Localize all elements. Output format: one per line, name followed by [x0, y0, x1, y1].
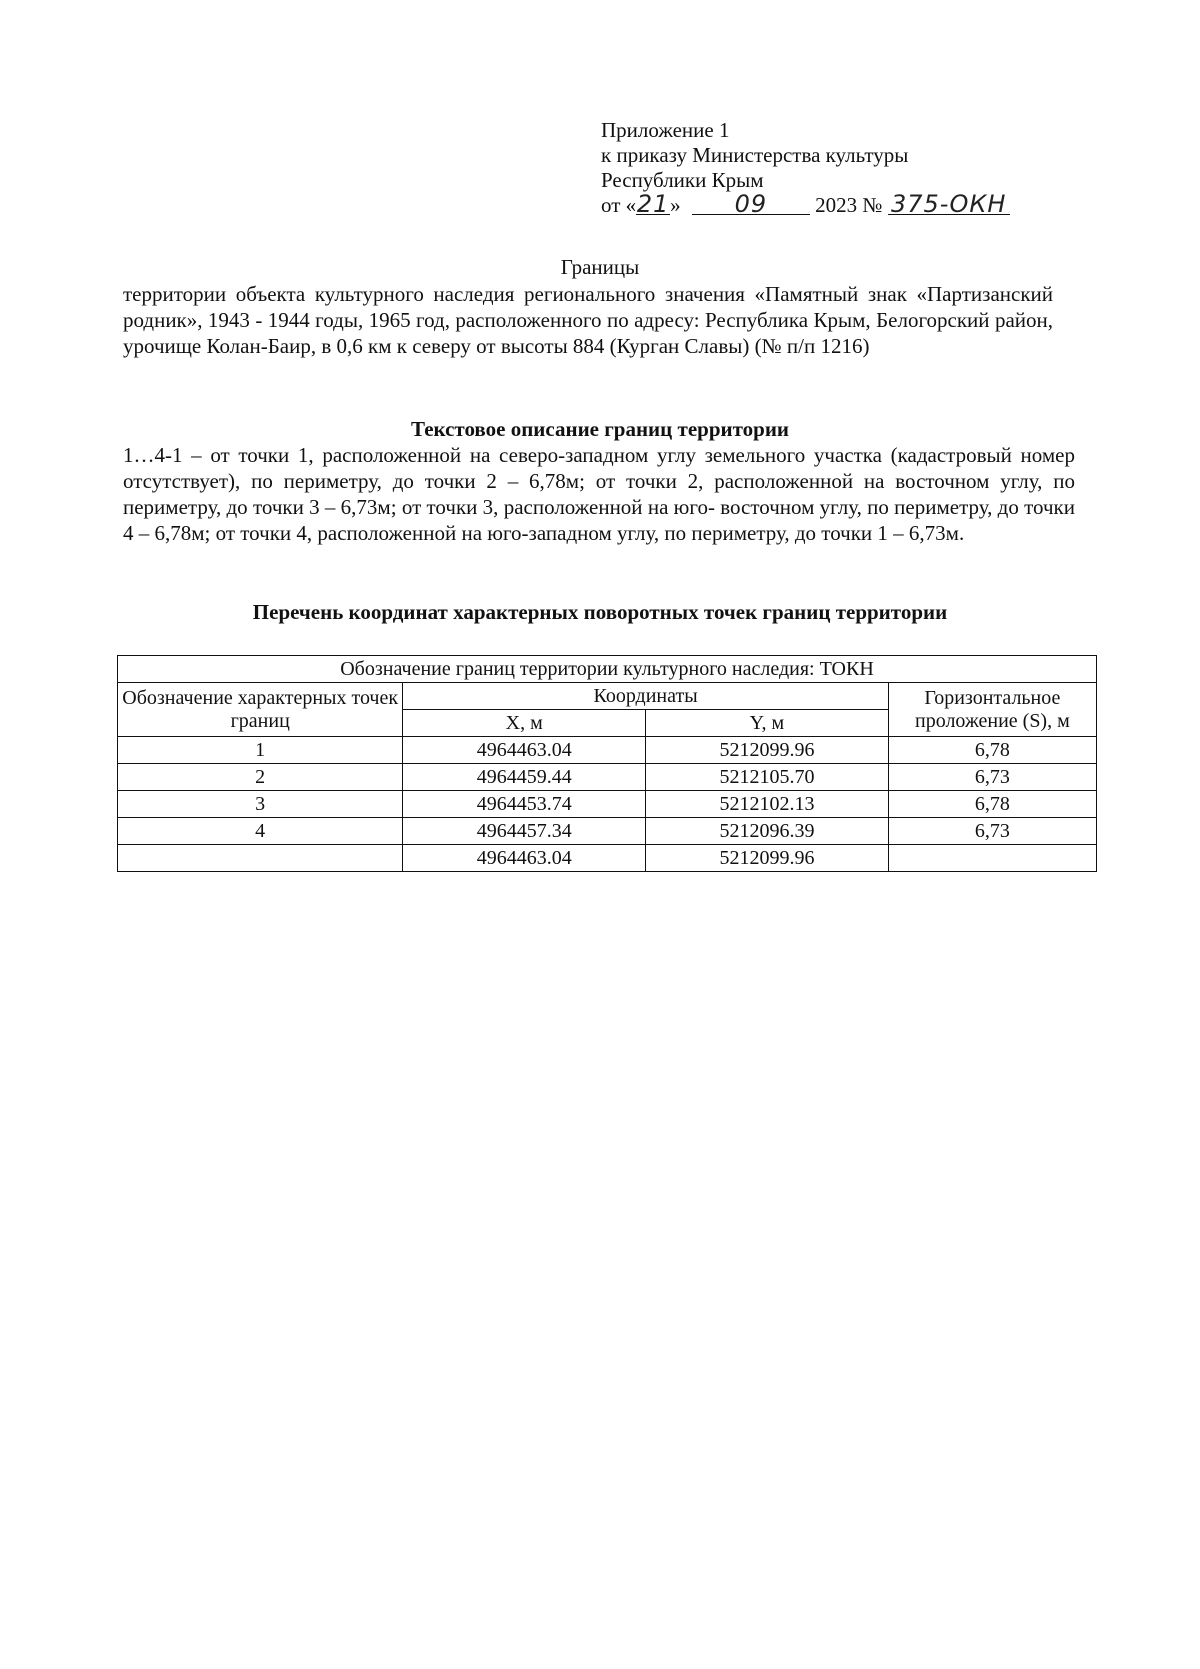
- table-row: [118, 845, 1097, 872]
- header-x: X, м: [403, 710, 646, 737]
- appendix-header: [601, 118, 1010, 218]
- date-month: 09: [692, 194, 810, 215]
- cell-y: 5212102.13: [646, 791, 889, 818]
- cell-x: 4964463.04: [403, 737, 646, 764]
- date-prefix: от «: [601, 193, 637, 217]
- header-points: Обозначение характерных точек границ: [118, 683, 403, 737]
- cell-x: 4964457.34: [403, 818, 646, 845]
- cell-point: 1: [118, 737, 403, 764]
- cell-s: 6,78: [888, 791, 1096, 818]
- cell-point: [118, 845, 403, 872]
- cell-s: 6,78: [888, 737, 1096, 764]
- table-row: [118, 737, 1097, 764]
- header-y: Y, м: [646, 710, 889, 737]
- header-horizontal-distance: Горизонтальное проложение (S), м: [888, 683, 1096, 737]
- cell-y: 5212099.96: [646, 845, 889, 872]
- coordinates-table: [117, 655, 1097, 872]
- cell-y: 5212105.70: [646, 764, 889, 791]
- document-subtitle: территории объекта культурного наследия регионального значения «Памятный знак «Партизанский родник», 1943 - 1944 годы, 1965 год, расположенного по адресу: Республика Крым, Белогорский район, урочище Колан-Баир, в 0,6 км к северу от высоты 884 (Курган Славы) (№ п/п 1216): [123, 282, 1053, 358]
- cell-point: 3: [118, 791, 403, 818]
- cell-x: 4964463.04: [403, 845, 646, 872]
- appendix-line-2: к приказу Министерства культуры: [601, 143, 909, 167]
- cell-point: 4: [118, 818, 403, 845]
- table-title: Обозначение границ территории культурного наследия: ТОКН: [118, 656, 1097, 683]
- cell-y: 5212099.96: [646, 737, 889, 764]
- table-row: [118, 818, 1097, 845]
- appendix-line-3: Республики Крым: [601, 168, 764, 192]
- text-description-body: 1…4-1 – от точки 1, расположенной на северо-западном углу земельного участка (кадастровый номер отсутствует), по периметру, до точки 2 – 6,78м; от точки 2, расположенной на восточном углу, по периметру, до точки 3 – 6,73м; от точки 3, расположенной на юго- восточном углу, по периметру, до точки 4 – 6,78м; от точки 4, расположенной на юго-западном углу, по периметру, до точки 1 – 6,73м.: [123, 443, 1075, 545]
- header-coordinates: Координаты: [403, 683, 888, 710]
- date-day: 21: [636, 190, 670, 218]
- cell-x: 4964453.74: [403, 791, 646, 818]
- cell-s: [888, 845, 1096, 872]
- text-description-heading: Текстовое описание границ территории: [410, 417, 790, 441]
- document-title: Границы: [560, 255, 640, 279]
- order-number: 375-ОКН: [888, 194, 1010, 215]
- coordinates-heading: Перечень координат характерных поворотных точек границ территории: [252, 600, 948, 624]
- order-date-line: [601, 190, 1010, 218]
- cell-x: 4964459.44: [403, 764, 646, 791]
- cell-s: 6,73: [888, 764, 1096, 791]
- appendix-line-1: Приложение 1: [601, 118, 730, 142]
- date-year-no: 2023 №: [815, 193, 883, 217]
- cell-y: 5212096.39: [646, 818, 889, 845]
- table-row: [118, 764, 1097, 791]
- table-row: [118, 791, 1097, 818]
- date-mid: »: [670, 193, 681, 217]
- cell-point: 2: [118, 764, 403, 791]
- cell-s: 6,73: [888, 818, 1096, 845]
